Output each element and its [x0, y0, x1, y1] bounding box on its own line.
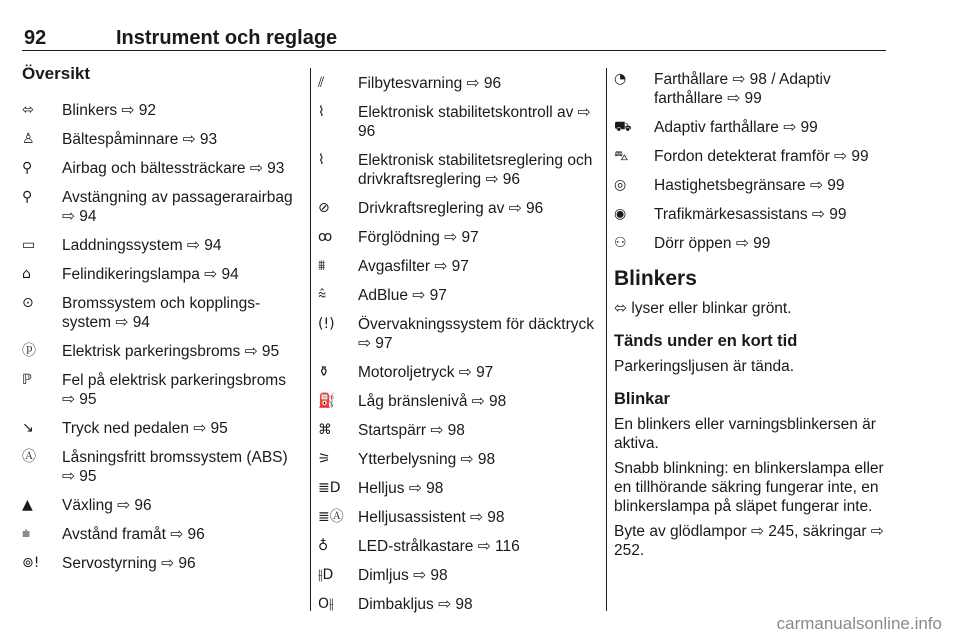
- column-divider-2: [606, 68, 607, 611]
- esc-icon: ⌇: [318, 104, 325, 120]
- blinkers-intro-text: lyser eller blinkar grönt.: [631, 300, 792, 317]
- list-item: [318, 363, 600, 382]
- tire-pressure-icon: (!): [318, 316, 335, 332]
- list-item: [22, 265, 300, 284]
- list-item: [318, 595, 600, 614]
- column-3: [614, 70, 886, 566]
- list-item-text: Helljusassistent ⇨ 98: [358, 509, 505, 526]
- high-beam-icon: ≣D: [318, 480, 341, 496]
- list-item-text: Avstånd framåt ⇨ 96: [62, 526, 205, 543]
- list-item-text: Startspärr ⇨ 98: [358, 422, 465, 439]
- door-open-icon: ⚇: [614, 235, 627, 251]
- list-item-text: Filbytesvarning ⇨ 96: [358, 75, 502, 92]
- cruise-control-icon: ◔: [614, 71, 627, 87]
- list-item: [318, 257, 600, 276]
- list-item: [22, 525, 300, 544]
- list-item-text: Ytterbelysning ⇨ 98: [358, 451, 496, 468]
- list-item: [22, 188, 300, 226]
- list-item: [318, 421, 600, 440]
- list-item-text: Blinkers ⇨ 92: [62, 102, 156, 119]
- list-item-text: Trafikmärkesassistans ⇨ 99: [654, 206, 847, 223]
- list-item-text: Förglödning ⇨ 97: [358, 229, 479, 246]
- list-item: [318, 315, 600, 353]
- list-item: [22, 101, 300, 120]
- sub2-paragraph-2: Snabb blinkning: en blinkerslampa eller en tillhörande säkring fungerar inte, en blinkerslampa på släpet fungerar inte.: [614, 460, 884, 515]
- list-item-text: Dimljus ⇨ 98: [358, 567, 448, 584]
- speed-limiter-icon: ◎: [614, 177, 627, 193]
- list-item-text: Elektronisk stabilitetsreglering och drivkraftsreglering ⇨ 96: [358, 152, 593, 188]
- immobilizer-icon: ⌘: [318, 422, 332, 438]
- list-item: [22, 419, 300, 438]
- column-divider-1: [310, 68, 311, 611]
- list-item-text: Tryck ned pedalen ⇨ 95: [62, 420, 228, 437]
- sub-heading-flashing: Blinkar: [614, 390, 670, 408]
- gear-shift-icon: ▲: [22, 497, 33, 513]
- list-item-text: Avstängning av passagerarairbag ⇨ 94: [62, 189, 293, 225]
- passenger-airbag-off-icon: ⚲: [22, 189, 33, 205]
- list-item: [22, 448, 300, 486]
- list-item-text: Avgasfilter ⇨ 97: [358, 258, 469, 275]
- chapter-title: Instrument och reglage: [116, 27, 338, 49]
- list-item: [22, 236, 300, 255]
- list-item-text: Felindikeringslampa ⇨ 94: [62, 266, 239, 283]
- list-item: [22, 496, 300, 515]
- list-item: [318, 199, 600, 218]
- list-item-text: Bältespåminnare ⇨ 93: [62, 131, 218, 148]
- turn-signal-icon: ⬄: [614, 300, 627, 317]
- list-item-text: Airbag och bältessträckare ⇨ 93: [62, 160, 285, 177]
- brake-system-icon: ⊙: [22, 295, 34, 311]
- list-item: [22, 371, 300, 409]
- sub2-paragraph-3: Byte av glödlampor ⇨ 245, säkringar ⇨ 252.: [614, 523, 884, 559]
- list-item: [614, 118, 886, 137]
- list-item: [318, 479, 600, 498]
- page-number: 92: [24, 27, 47, 49]
- watermark: carmanualsonline.info: [776, 614, 942, 633]
- list-item-text: Låsningsfritt bromssystem (ABS) ⇨ 95: [62, 449, 288, 485]
- column-2: [318, 74, 600, 624]
- list-item: [614, 176, 886, 195]
- list-item-text: Helljus ⇨ 98: [358, 480, 444, 497]
- page-header: [0, 0, 960, 52]
- list-item-text: Fordon detekterat framför ⇨ 99: [654, 148, 869, 165]
- list-item: [318, 151, 600, 189]
- list-item: [22, 294, 300, 332]
- adblue-icon: ⩯: [318, 287, 327, 303]
- sub1-text: Parkeringsljusen är tända.: [614, 358, 795, 375]
- rear-fog-light-icon: O⫲: [318, 596, 334, 612]
- fuel-level-icon: ⛽: [318, 393, 336, 409]
- list-item: [22, 554, 300, 573]
- list-item-text: Dörr öppen ⇨ 99: [654, 235, 771, 252]
- list-item: [318, 537, 600, 556]
- list-item: [614, 234, 886, 253]
- abs-icon: Ⓐ: [22, 449, 36, 465]
- list-item-text: Växling ⇨ 96: [62, 497, 152, 514]
- list-item-text: Elektronisk stabilitetskontroll av ⇨ 96: [358, 104, 591, 140]
- section-title: Översikt: [22, 64, 91, 83]
- list-item-text: Övervakningssystem för däcktryck ⇨ 97: [358, 316, 595, 352]
- list-item-text: Adaptiv farthållare ⇨ 99: [654, 119, 818, 136]
- battery-icon: ▭: [22, 237, 36, 253]
- list-item: [318, 103, 600, 141]
- list-item: [318, 392, 600, 411]
- list-item-text: Motoroljetryck ⇨ 97: [358, 364, 494, 381]
- list-item-text: Dimbakljus ⇨ 98: [358, 596, 473, 613]
- blinkers-heading: Blinkers: [614, 267, 697, 290]
- list-item: [22, 342, 300, 361]
- list-item-text: Farthållare ⇨ 98 / Adaptiv farthållare ⇨ 99: [654, 71, 831, 107]
- list-item-text: Servostyrning ⇨ 96: [62, 555, 196, 572]
- list-item-text: Hastighetsbegränsare ⇨ 99: [654, 177, 845, 194]
- list-item-text: Fel på elektrisk parkeringsbroms ⇨ 95: [62, 372, 286, 408]
- list-item-text: Bromssystem och kopplingssystem ⇨ 94: [62, 295, 261, 331]
- list-item: [318, 286, 600, 305]
- high-beam-assist-icon: ≣Ⓐ: [318, 509, 344, 525]
- exhaust-filter-icon: ⩩: [318, 258, 326, 274]
- esc-traction-icon: ⌇: [318, 152, 325, 168]
- list-item-text: Låg bränslenivå ⇨ 98: [358, 393, 507, 410]
- list-item-text: AdBlue ⇨ 97: [358, 287, 447, 304]
- list-item: [318, 508, 600, 527]
- distance-ahead-icon: ⩧: [22, 526, 31, 542]
- adaptive-cruise-icon: ⛟: [614, 119, 632, 135]
- list-item: [614, 147, 886, 166]
- list-item: [318, 228, 600, 247]
- list-item: [614, 70, 886, 108]
- list-item: [22, 130, 300, 149]
- list-item-text: LED-strålkastare ⇨ 116: [358, 538, 520, 555]
- blinkers-intro: [614, 299, 886, 318]
- oil-pressure-icon: ⚱: [318, 364, 330, 380]
- list-item: [614, 205, 886, 224]
- sub-heading-short-time: Tänds under en kort tid: [614, 332, 798, 350]
- fog-light-icon: ⫲D: [318, 567, 334, 583]
- list-item: [318, 74, 600, 93]
- list-item: [318, 566, 600, 585]
- list-item-text: Drivkraftsreglering av ⇨ 96: [358, 200, 544, 217]
- turn-signal-icon: ⬄: [22, 102, 34, 118]
- vehicle-ahead-icon: ⛍: [614, 148, 629, 164]
- parking-brake-fault-icon: ℙ: [22, 372, 32, 388]
- list-item-text: Laddningssystem ⇨ 94: [62, 237, 222, 254]
- traction-control-off-icon: ⊘: [318, 200, 330, 216]
- airbag-icon: ⚲: [22, 160, 33, 176]
- seatbelt-icon: ♙: [22, 131, 35, 147]
- list-item: [22, 159, 300, 178]
- power-steering-icon: ⊚!: [22, 555, 40, 571]
- led-headlight-icon: ♁: [318, 538, 329, 554]
- parking-brake-icon: ⓟ: [22, 343, 36, 359]
- engine-icon: ⌂: [22, 266, 31, 282]
- header-rule: [22, 50, 886, 51]
- column-3-entries: [614, 70, 886, 253]
- exterior-lights-icon: ⚞: [318, 451, 331, 467]
- sub2-paragraph-1: En blinkers eller varningsblinkersen är aktiva.: [614, 416, 876, 452]
- list-item: [318, 450, 600, 469]
- lane-departure-icon: ⫽: [318, 75, 325, 91]
- pedal-icon: ↘: [22, 420, 34, 436]
- glow-plug-icon: ꝏ: [318, 229, 333, 245]
- traffic-sign-icon: ◉: [614, 206, 627, 222]
- column-1: [22, 101, 300, 583]
- list-item-text: Elektrisk parkeringsbroms ⇨ 95: [62, 343, 280, 360]
